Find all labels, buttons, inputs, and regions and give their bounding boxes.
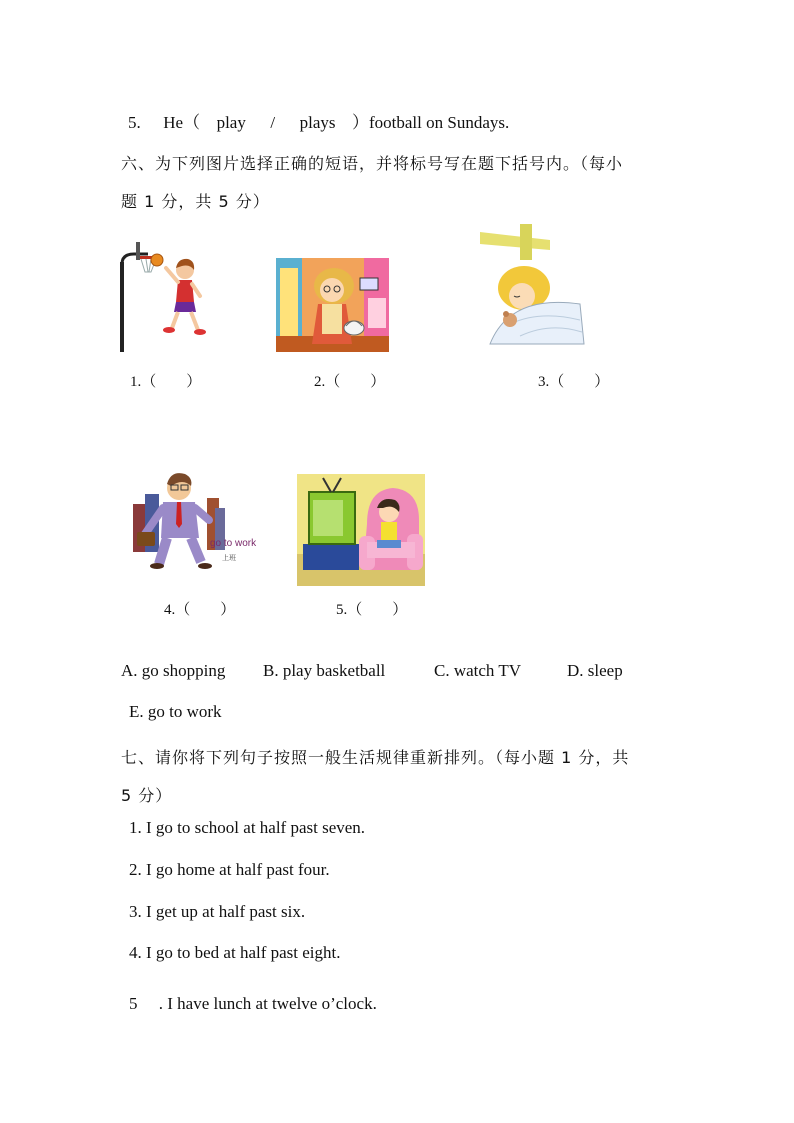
option-b: B. play basketball (263, 661, 386, 680)
option-slash: / (270, 113, 276, 132)
caption-5: 5.（ ） (336, 602, 408, 618)
caption-2: 2.（ ） (314, 374, 386, 390)
sentence-1: 1. I go to school at half past seven. (129, 818, 366, 837)
option-plays: plays (299, 113, 336, 132)
section-6-heading-line1: 六、为下列图片选择正确的短语，并将标号写在题下括号内。（每小 (121, 154, 624, 173)
picture-shopping (276, 258, 389, 352)
picture-basketball (120, 240, 210, 352)
option-a: A. go shopping (121, 661, 226, 680)
section-7-heading-line1: 七、请你将下列句子按照一般生活规律重新排列。（每小题 1 分，共 (121, 748, 630, 767)
picture-watch-tv (297, 474, 425, 586)
sentence-4: 4. I go to bed at half past eight. (129, 943, 341, 962)
picture-go-to-work (127, 468, 259, 578)
sentence-start: He（ (163, 113, 201, 132)
option-d: D. sleep (567, 661, 623, 680)
option-play: play (216, 113, 246, 132)
caption-4: 4.（ ） (164, 602, 236, 618)
question-number: 5. (128, 113, 141, 132)
picture-label-zh: 上班 (222, 554, 236, 562)
sentence-end: ）football on Sundays. (351, 113, 510, 132)
sentence-3: 3. I get up at half past six. (129, 902, 306, 921)
caption-1: 1.（ ） (130, 374, 202, 390)
picture-label-en: go to work (210, 538, 257, 549)
question-5-line (128, 108, 509, 133)
option-c: C. watch TV (434, 661, 522, 680)
sentence-2: 2. I go home at half past four. (129, 860, 330, 879)
section-6-heading-line2: 题 1 分，共 5 分） (121, 192, 270, 211)
picture-sleeping (480, 224, 590, 352)
option-e: E. go to work (129, 702, 222, 721)
section-7-heading-line2: 5 分） (121, 786, 173, 805)
caption-3: 3.（ ） (538, 374, 610, 390)
sentence-5: 5 . I have lunch at twelve o’clock. (129, 994, 377, 1013)
